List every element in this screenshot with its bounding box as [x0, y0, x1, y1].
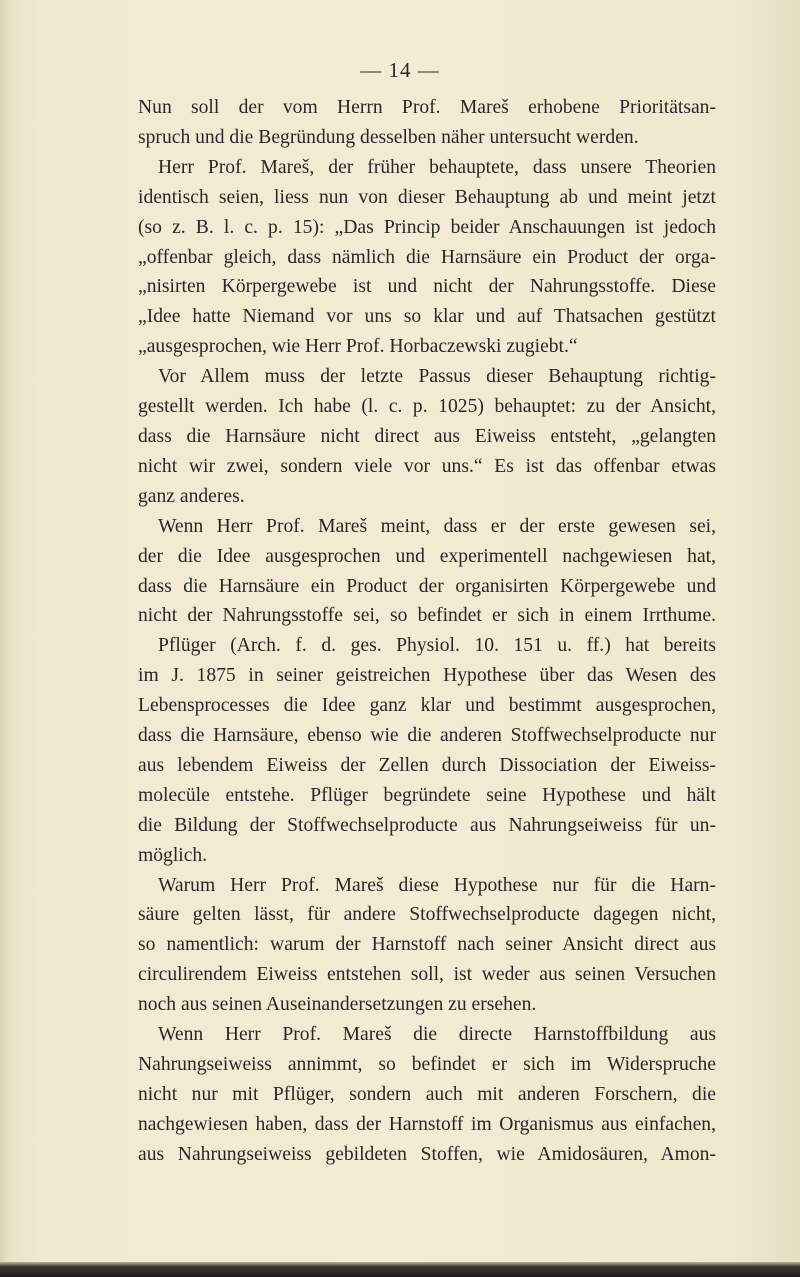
text-line: Pflüger (Arch. f. d. ges. Physiol. 10. 151 u. ff.) hat bereits — [158, 635, 716, 657]
text-line: der die Idee ausgesprochen und experimentell nachgewiesen hat, — [138, 545, 716, 567]
text-line: so namentlich: warum der Harnstoff nach seiner Ansicht direct aus — [138, 934, 716, 956]
page-number: — 14 — — [360, 58, 440, 82]
text-line: dass die Harnsäure ein Product der organisirten Körpergewebe und — [138, 575, 716, 597]
text-line: Herr Prof. Mareš, der früher behauptete, dass unsere Theorien — [158, 156, 716, 178]
text-line: circulirendem Eiweiss entstehen soll, ist weder aus seinen Versuchen — [138, 964, 716, 986]
bottom-scan-border — [0, 1262, 800, 1277]
text-line: molecüle entstehe. Pflüger begründete seine Hypothese und hält — [138, 784, 716, 806]
text-line: im J. 1875 in seiner geistreichen Hypothese über das Wesen des — [138, 665, 716, 687]
text-line: (so z. B. l. c. p. 15): „Das Princip beider Anschauungen ist jedoch — [138, 216, 716, 238]
text-line: „nisirten Körpergewebe ist und nicht der Nahrungsstoffe. Diese — [138, 276, 716, 298]
text-line: nachgewiesen haben, dass der Harnstoff im Organismus aus einfachen, — [138, 1113, 716, 1135]
text-line: gestellt werden. Ich habe (l. c. p. 1025) behauptet: zu der Ansicht, — [138, 396, 716, 418]
text-line: dass die Harnsäure nicht direct aus Eiweiss entsteht, „gelangten — [138, 425, 716, 447]
text-line: aus lebendem Eiweiss der Zellen durch Dissociation der Eiweiss- — [138, 754, 716, 776]
page-edge — [0, 0, 10, 1277]
text-line: identisch seien, liess nun von dieser Behauptung ab und meint jetzt — [138, 186, 716, 208]
text-line: noch aus seinen Auseinandersetzungen zu ersehen. — [138, 994, 537, 1016]
text-line: Lebensprocesses die Idee ganz klar und bestimmt ausgesprochen, — [138, 695, 716, 717]
text-line: ganz anderes. — [138, 485, 245, 507]
text-line: säure gelten lässt, für andere Stoffwechselproducte dagegen nicht, — [138, 904, 716, 926]
text-line: nicht nur mit Pflüger, sondern auch mit anderen Forschern, die — [138, 1083, 716, 1105]
text-line: die Bildung der Stoffwechselproducte aus Nahrungseiweiss für un- — [138, 814, 716, 836]
text-line: nicht der Nahrungsstoffe sei, so befindet er sich in einem Irrthume. — [138, 605, 716, 627]
body-text — [138, 93, 716, 1170]
text-line: Wenn Herr Prof. Mareš die directe Harnstoffbildung aus — [158, 1024, 716, 1046]
text-line: Vor Allem muss der letzte Passus dieser Behauptung richtig- — [158, 366, 716, 388]
text-line: aus Nahrungseiweiss gebildeten Stoffen, wie Amidosäuren, Amon- — [138, 1143, 716, 1165]
text-line: möglich. — [138, 844, 208, 866]
text-line: nicht wir zwei, sondern viele vor uns.“ Es ist das offenbar etwas — [138, 455, 716, 477]
text-line: Nahrungseiweiss annimmt, so befindet er sich im Widerspruche — [138, 1054, 716, 1075]
text-line: spruch und die Begründung desselben näher untersucht werden. — [138, 126, 639, 148]
text-line: Nun soll der vom Herrn Prof. Mareš erhobene Prioritätsan- — [138, 97, 716, 118]
text-line: „offenbar gleich, dass nämlich die Harnsäure ein Product der orga- — [138, 246, 716, 268]
text-line: „Idee hatte Niemand vor uns so klar und auf Thatsachen gestützt — [138, 306, 716, 328]
text-line: Warum Herr Prof. Mareš diese Hypothese nur für die Harn- — [158, 874, 716, 896]
text-line: „ausgesprochen, wie Herr Prof. Horbaczewski zugiebt.“ — [138, 336, 578, 358]
text-line: Wenn Herr Prof. Mareš meint, dass er der erste gewesen sei, — [158, 515, 716, 537]
text-line: dass die Harnsäure, ebenso wie die anderen Stoffwechselproducte nur — [138, 725, 716, 747]
